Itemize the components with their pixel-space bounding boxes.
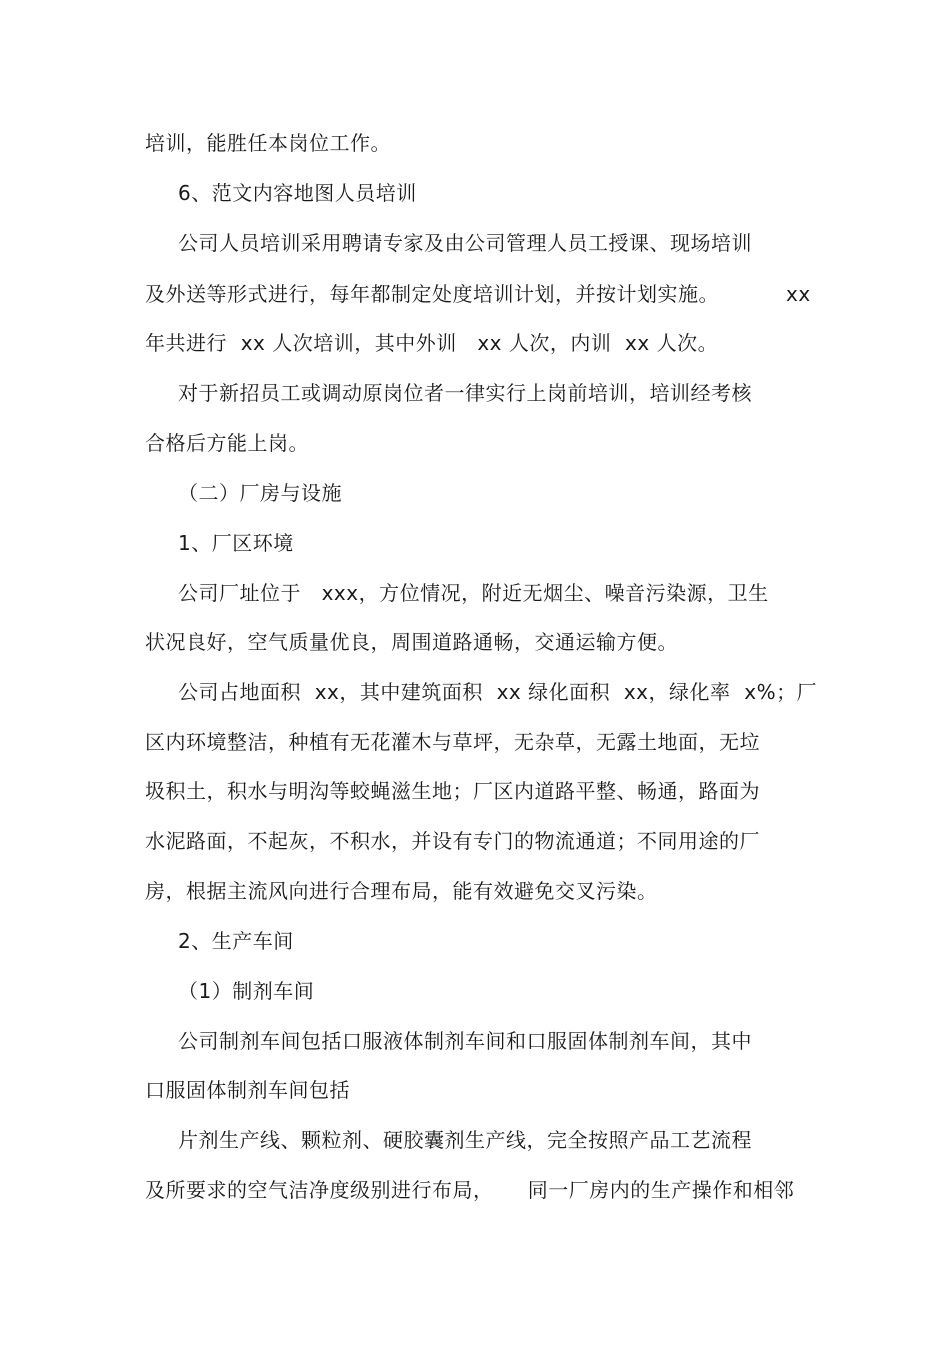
section-heading: （1）制剂车间 xyxy=(178,979,315,1003)
section-heading: 6、范文内容地图人员培训 xyxy=(178,181,417,205)
text-line: 公司人员培训采用聘请专家及由公司管理人员工授课、现场培训 xyxy=(178,231,752,255)
text-line: 口服固体制剂车间包括 xyxy=(145,1078,350,1102)
section-heading: 1、厂区环境 xyxy=(178,531,294,555)
text-line: 圾积土，积水与明沟等蛟蝇滋生地；厂区内道路平整、畅通，路面为 xyxy=(145,779,760,803)
text-line: xx xyxy=(786,282,811,306)
text-line: 水泥路面，不起灰，不积水，并设有专门的物流通道；不同用途的厂 xyxy=(145,829,760,853)
text-line: 对于新招员工或调动原岗位者一律实行上岗前培训，培训经考核 xyxy=(178,381,752,405)
text-line: 合格后方能上岗。 xyxy=(145,431,309,455)
text-line: 公司制剂车间包括口服液体制剂车间和口服固体制剂车间，其中 xyxy=(178,1029,752,1053)
text-line: 房，根据主流风向进行合理布局，能有效避免交叉污染。 xyxy=(145,879,658,903)
text-line: 公司厂址位于 xxx，方位情况，附近无烟尘、噪音污染源，卫生 xyxy=(178,581,769,605)
section-heading: 2、生产车间 xyxy=(178,929,294,953)
text-line: 培训，能胜任本岗位工作。 xyxy=(145,131,391,155)
text-line: 及外送等形式进行，每年都制定处度培训计划，并按计划实施。 xyxy=(145,282,719,306)
text-line: 片剂生产线、颗粒剂、硬胶囊剂生产线，完全按照产品工艺流程 xyxy=(178,1128,752,1152)
text-line: 及所要求的空气洁净度级别进行布局， 同一厂房内的生产操作和相邻 xyxy=(145,1178,795,1202)
text-line: 状况良好，空气质量优良，周围道路通畅，交通运输方便。 xyxy=(145,630,678,654)
text-line: 区内环境整洁，种植有无花灌木与草坪，无杂草，无露土地面，无垃 xyxy=(145,730,760,754)
text-line: 年共进行 xx 人次培训，其中外训 xx 人次，内训 xx 人次。 xyxy=(145,331,719,355)
section-heading: （二）厂房与设施 xyxy=(178,481,342,505)
text-line: 公司占地面积 xx，其中建筑面积 xx 绿化面积 xx，绿化率 x%；厂 xyxy=(178,680,818,704)
